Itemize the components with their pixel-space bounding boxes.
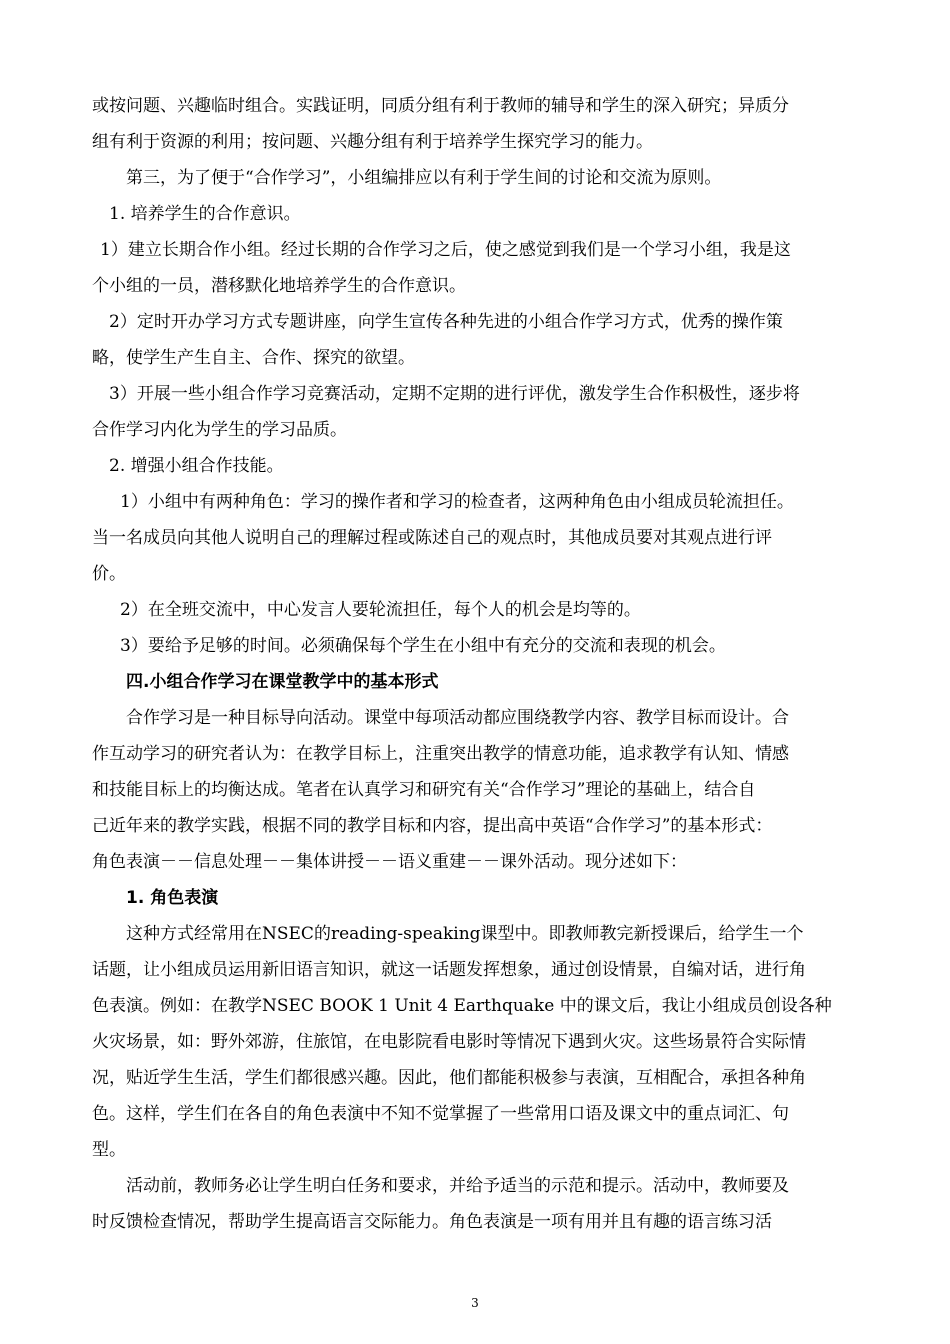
paragraph-line: 第三，为了便于“合作学习”，小组编排应以有利于学生间的讨论和交流为原则。 — [126, 168, 722, 188]
paragraph-line: 作互动学习的研究者认为：在教学目标上，注重突出教学的情意功能，追求教学有认知、情感 — [92, 744, 789, 764]
paragraph-line: 合作学习是一种目标导向活动。课堂中每项活动都应围绕教学内容、教学目标而设计。合 — [126, 708, 789, 728]
paragraph-line: 和技能目标上的均衡达成。笔者在认真学习和研究有关“合作学习”理论的基础上，结合自 — [92, 780, 756, 800]
list-heading: 1. 培养学生的合作意识。 — [109, 204, 301, 224]
paragraph-line: 话题，让小组成员运用新旧语言知识，就这一话题发挥想象，通过创设情景，自编对话，进行角 — [92, 960, 806, 980]
paragraph-line: 火灾场景，如：野外郊游，住旅馆，在电影院看电影时等情况下遇到火灾。这些场景符合实际情 — [92, 1032, 806, 1052]
paragraph-line: 色表演。例如：在教学NSEC BOOK 1 Unit 4 Earthquake 中的课文后，我让小组成员创设各种 — [92, 996, 832, 1016]
list-item: 2）定时开办学习方式专题讲座，向学生宣传各种先进的小组合作学习方式，优秀的操作策 — [109, 312, 783, 332]
list-heading: 2. 增强小组合作技能。 — [109, 456, 284, 476]
list-item: 1）建立长期合作小组。经过长期的合作学习之后，使之感觉到我们是一个学习小组，我是这 — [100, 240, 791, 260]
paragraph-line: 时反馈检查情况，帮助学生提高语言交际能力。角色表演是一项有用并且有趣的语言练习活 — [92, 1212, 772, 1232]
paragraph-line: 合作学习内化为学生的学习品质。 — [92, 420, 347, 440]
paragraph-line: 或按问题、兴趣临时组合。实践证明，同质分组有利于教师的辅导和学生的深入研究；异质分 — [92, 96, 789, 116]
paragraph-line: 这种方式经常用在NSEC的reading-speaking课型中。即教师教完新授课后，给学生一个 — [126, 924, 804, 944]
list-item: 1）小组中有两种角色：学习的操作者和学习的检查者，这两种角色由小组成员轮流担任。 — [120, 492, 794, 512]
paragraph-line: 个小组的一员，潜移默化地培养学生的合作意识。 — [92, 276, 466, 296]
paragraph-line: 活动前，教师务必让学生明白任务和要求，并给予适当的示范和提示。活动中，教师要及 — [126, 1176, 789, 1196]
list-item: 3）开展一些小组合作学习竞赛活动，定期不定期的进行评优，激发学生合作积极性，逐步将 — [109, 384, 800, 404]
section-heading: 四.小组合作学习在课堂教学中的基本形式 — [126, 672, 439, 692]
paragraph-line: 略，使学生产生自主、合作、探究的欲望。 — [92, 348, 415, 368]
paragraph-line: 况，贴近学生生活，学生们都很感兴趣。因此，他们都能积极参与表演，互相配合，承担各种角 — [92, 1068, 806, 1088]
page-number: 3 — [471, 1296, 479, 1310]
paragraph-line: 色。这样，学生们在各自的角色表演中不知不觉掌握了一些常用口语及课文中的重点词汇、句 — [92, 1104, 789, 1124]
list-item: 3）要给予足够的时间。必须确保每个学生在小组中有充分的交流和表现的机会。 — [120, 636, 726, 656]
list-item: 2）在全班交流中，中心发言人要轮流担任，每个人的机会是均等的。 — [120, 600, 641, 620]
paragraph-line: 当一名成员向其他人说明自己的理解过程或陈述自己的观点时，其他成员要对其观点进行评 — [92, 528, 772, 548]
paragraph-line: 角色表演－－信息处理－－集体讲授－－语义重建－－课外活动。现分述如下： — [92, 852, 687, 872]
paragraph-line: 型。 — [92, 1140, 126, 1160]
subsection-heading: 1. 角色表演 — [126, 888, 219, 908]
paragraph-line: 己近年来的教学实践，根据不同的教学目标和内容，提出高中英语“合作学习”的基本形式： — [92, 816, 773, 836]
paragraph-line: 价。 — [92, 564, 126, 584]
document-body — [92, 88, 862, 1240]
paragraph-line: 组有利于资源的利用；按问题、兴趣分组有利于培养学生探究学习的能力。 — [92, 132, 653, 152]
